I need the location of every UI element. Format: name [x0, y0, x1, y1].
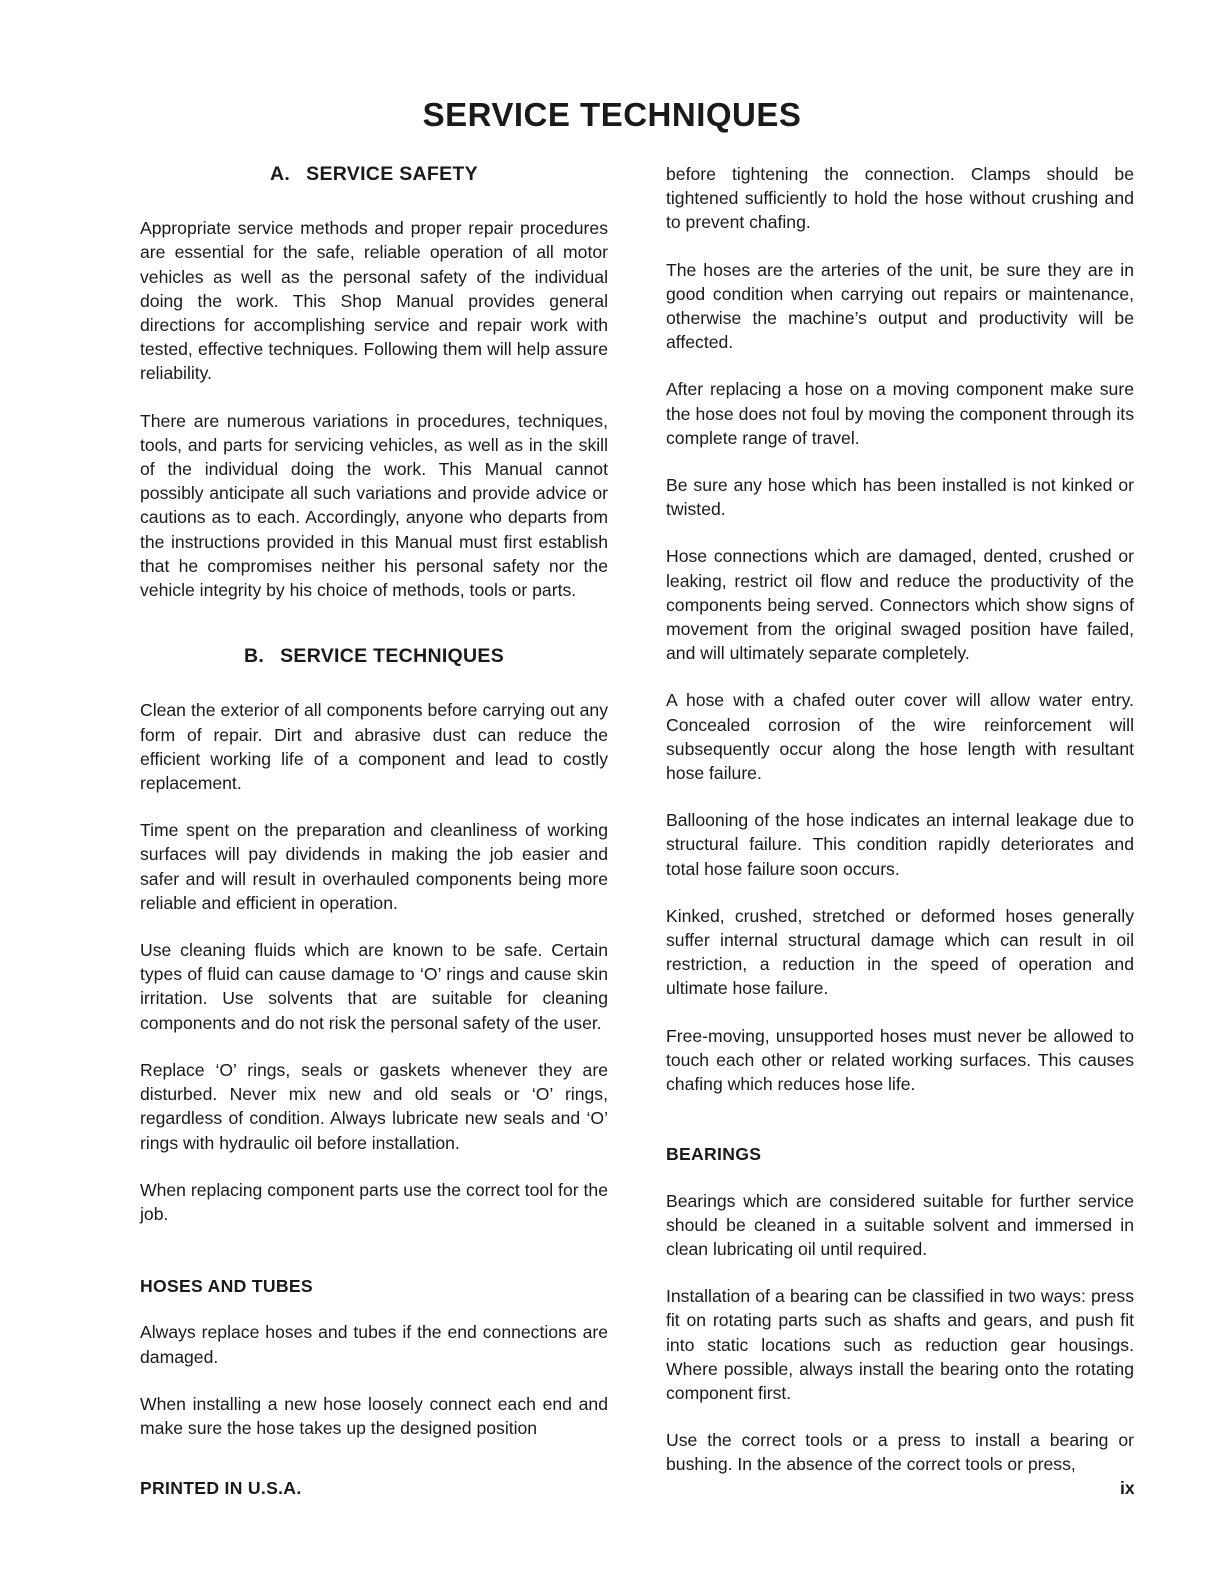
hoses-paragraph: A hose with a chafed outer cover will allow water entry. Concealed corrosion of the wire reinforcement will subsequently occur along the hose length with resultant hose failure. — [666, 690, 1134, 784]
bearings-paragraph: Use the correct tools or a press to install a bearing or bushing. In the absence of the correct tools or press, — [666, 1430, 1134, 1475]
section-b-paragraph: Clean the exterior of all components before carrying out any form of repair. Dirt and abrasive dust can reduce the efficient working life of a component and lead to costly replacement. — [140, 700, 608, 794]
section-b-letter: B. — [243, 645, 265, 668]
hoses-paragraph: before tightening the connection. Clamps should be tightened sufficiently to hold the hose without crushing and to prevent chafing. — [666, 164, 1134, 233]
printed-in-footer: PRINTED IN U.S.A. — [140, 1478, 302, 1498]
hoses-paragraph: Hose connections which are damaged, dented, crushed or leaking, restrict oil flow and reduce the productivity of the components being served. Connectors which show signs of movement from the original swaged position have failed, and will ultimately separate completely. — [666, 546, 1134, 664]
section-a-heading — [140, 162, 608, 186]
section-b-heading — [140, 644, 608, 668]
section-b-paragraph: Use cleaning fluids which are known to be safe. Certain types of fluid can cause damage to ‘O’ rings and cause skin irritation. Use solvents that are suitable for cleaning components and do not risk the personal safety of the user. — [140, 940, 608, 1033]
hoses-paragraph: After replacing a hose on a moving component make sure the hose does not foul by moving the component through its complete range of travel. — [666, 379, 1134, 448]
section-b-paragraph: Replace ‘O’ rings, seals or gaskets whenever they are disturbed. Never mix new and old seals or ‘O’ rings, regardless of condition. Always lubricate new seals and ‘O’ rings with hydraulic oil before installation. — [140, 1059, 608, 1153]
bearings-paragraph: Bearings which are considered suitable for further service should be cleaned in a suitable solvent and immersed in clean lubricating oil until required. — [666, 1190, 1134, 1259]
hoses-paragraph: Free-moving, unsupported hoses must never be allowed to touch each other or related working surfaces. This causes chafing which reduces hose life. — [666, 1025, 1134, 1095]
section-b-paragraph: Time spent on the preparation and cleanliness of working surfaces will pay dividends in making the job easier and safer and will result in overhauled components being more reliable and efficient in operation. — [140, 820, 608, 913]
left-column — [140, 162, 608, 1463]
hoses-paragraph: When installing a new hose loosely connect each end and make sure the hose takes up the designed position — [140, 1393, 608, 1438]
section-a-paragraph: Appropriate service methods and proper repair procedures are essential for the safe, reliable operation of all motor vehicles as well as the personal safety of the individual doing the work. This Shop Manual provides general directions for accomplishing service and repair work with tested, effective techniques. Following them will help assure reliability. — [140, 218, 608, 384]
hoses-paragraph: Always replace hoses and tubes if the end connections are damaged. — [140, 1322, 608, 1367]
hoses-paragraph: Kinked, crushed, stretched or deformed hoses generally suffer internal structural damage which can result in oil restriction, a reduction in the speed of operation and ultimate hose failure. — [666, 905, 1134, 999]
bearings-heading: BEARINGS — [666, 1144, 762, 1165]
page-title: SERVICE TECHNIQUES — [422, 96, 802, 133]
hoses-paragraph: Ballooning of the hose indicates an internal leakage due to structural failure. This condition rapidly deteriorates and total hose failure soon occurs. — [666, 810, 1134, 879]
hoses-paragraph: Be sure any hose which has been installed is not kinked or twisted. — [666, 475, 1134, 520]
bearings-paragraph: Installation of a bearing can be classified in two ways: press fit on rotating parts such as shafts and gears, and push fit into static locations such as reduction gear housings. Where possible, always install the bearing onto the rotating component first. — [666, 1286, 1134, 1403]
hoses-paragraph: The hoses are the arteries of the unit, be sure they are in good condition when carrying out repairs or maintenance, otherwise the machine’s output and productivity will be affected. — [666, 259, 1134, 353]
hoses-heading: HOSES AND TUBES — [140, 1276, 313, 1297]
right-column — [666, 162, 1134, 1500]
section-b-title: SERVICE TECHNIQUES — [280, 645, 505, 668]
section-a-letter: A. — [270, 163, 291, 185]
page-number: ix — [1120, 1478, 1135, 1498]
section-a-paragraph: There are numerous variations in procedures, techniques, tools, and parts for servicing vehicles, as well as in the skill of the individual doing the work. This Manual cannot possibly anticipate all such variations and provide advice or cautions as to each. Accordingly, anyone who departs from the instructions provided in this Manual must first establish that he compromises neither his personal safety nor the vehicle integrity by his choice of methods, tools or parts. — [140, 410, 608, 601]
section-a-title: SERVICE SAFETY — [306, 163, 478, 185]
section-b-paragraph: When replacing component parts use the correct tool for the job. — [140, 1179, 608, 1224]
